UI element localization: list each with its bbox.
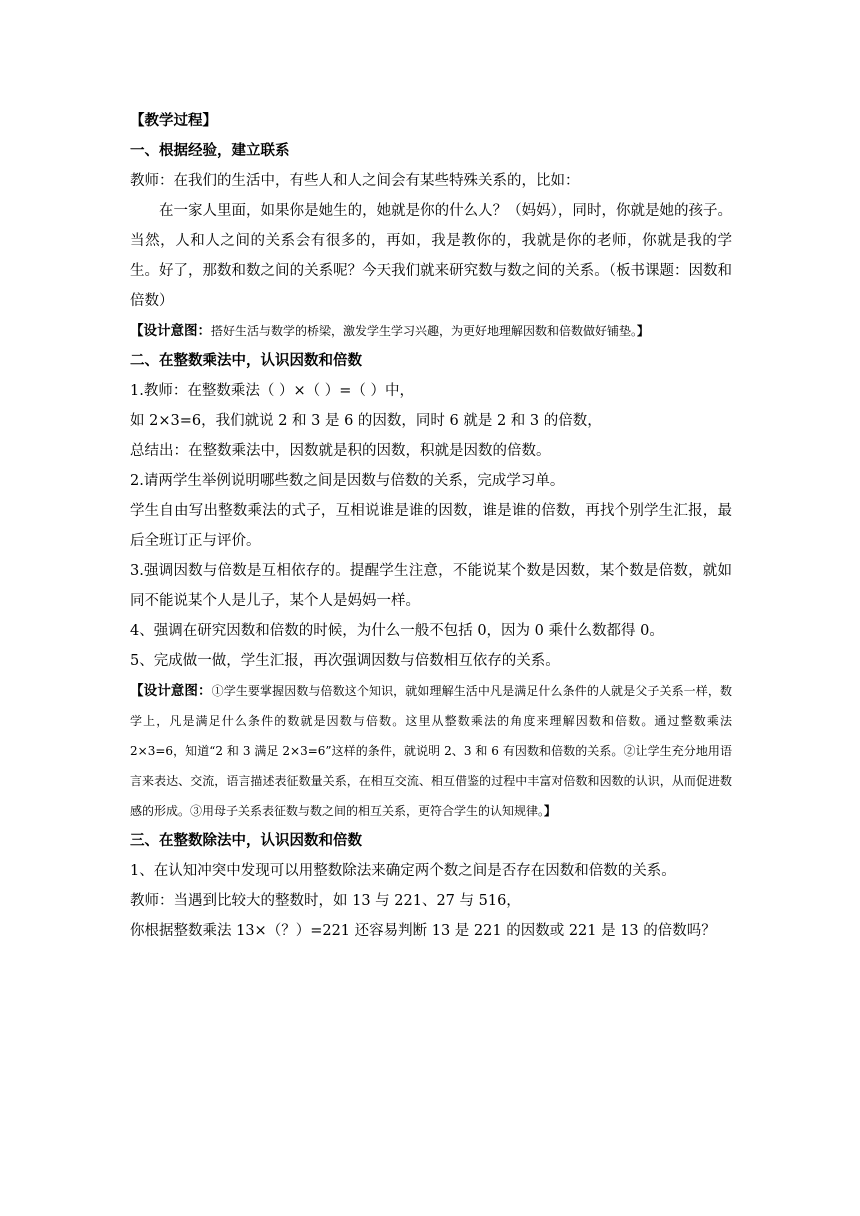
part2-design-note [130, 676, 732, 826]
part2-line-4: 2.请两学生举例说明哪些数之间是因数与倍数的关系，完成学习单。 [130, 473, 565, 489]
design-text: 搭好生活与数学的桥梁，激发学生学习兴趣，为更好地理解因数和倍数做好铺垫。 [211, 324, 638, 338]
part2-line-5: 学生自由写出整数乘法的式子，互相说谁是谁的因数，谁是谁的倍数，再找个别学生汇报，最后全班订正与评价。 [130, 503, 732, 549]
part2-line-7: 4、强调在研究因数和倍数的时候，为什么一般不包括 0，因为 0 乘什么数都得 0。 [130, 623, 664, 639]
part1-heading: 一、根据经验，建立联系 [130, 143, 290, 159]
part1-design-note [130, 316, 732, 346]
part2-line-2: 如 2×3=6，我们就说 2 和 3 是 6 的因数，同时 6 就是 2 和 3 的倍数， [130, 413, 602, 429]
part2-line-6: 3.强调因数与倍数是互相依存的。提醒学生注意，不能说某个数是因数，某个数是倍数，就如同不能说某个人是儿子，某个人是妈妈一样。 [130, 563, 732, 609]
part2-line-3: 总结出：在整数乘法中，因数就是积的因数，积就是因数的倍数。 [130, 443, 551, 459]
part1-intro: 教师：在我们的生活中，有些人和人之间会有某些特殊关系的，比如： [130, 173, 580, 189]
part3-line-2: 教师：当遇到比较大的整数时，如 13 与 221、27 与 516， [130, 893, 521, 909]
part3-line-1: 1、在认知冲突中发现可以用整数除法来确定两个数之间是否存在因数和倍数的关系。 [130, 863, 676, 879]
design-end: 】 [544, 804, 557, 818]
part2-line-1: 1.教师：在整数乘法（ ）×（ ）=（ ）中， [130, 383, 414, 399]
part3-line-3: 你根据整数乘法 13×（？）=221 还容易判断 13 是 221 的因数或 221 是 13 的倍数吗？ [130, 923, 716, 939]
part2-line-8: 5、完成做一做，学生汇报，再次强调因数与倍数相互依存的关系。 [130, 653, 560, 669]
document-page [130, 106, 732, 946]
design-label: 【设计意图： [130, 323, 211, 339]
part1-paragraph: 在一家人里面，如果你是她生的，她就是你的什么人？（妈妈），同时，你就是她的孩子。当然，人和人之间的关系会有很多的，再如，我是教你的，我就是你的老师，你就是我的学生。好了，那数和数之间的关系呢？今天我们就来研究数与数之间的关系。（板书课题：因数和倍数） [130, 203, 732, 309]
part2-heading: 二、在整数乘法中，认识因数和倍数 [130, 353, 362, 369]
part3-heading: 三、在整数除法中，认识因数和倍数 [130, 833, 362, 849]
design-end: 】 [637, 324, 650, 338]
design-label: 【设计意图： [130, 683, 212, 699]
section-title: 【教学过程】 [130, 113, 217, 129]
design-text: ①学生要掌握因数与倍数这个知识，就如理解生活中凡是满足什么条件的人就是父子关系一样，数学上，凡是满足什么条件的数就是因数与倍数。这里从整数乘法的角度来理解因数和倍数。通过整数乘法 2×3=6，知道“2 和 3 满足 2×3=6”这样的条件，就说明 2、3 和 6 有因数和倍数的关系。②让学生充分地用语言来表达、交流，语言描述表征数量关系，在相互交流、相互借鉴的过程中丰富对倍数和因数的认识，从而促进数感的形成。③用母子关系表征数与数之间的相互关系，更符合学生的认知规律。 [130, 684, 732, 818]
